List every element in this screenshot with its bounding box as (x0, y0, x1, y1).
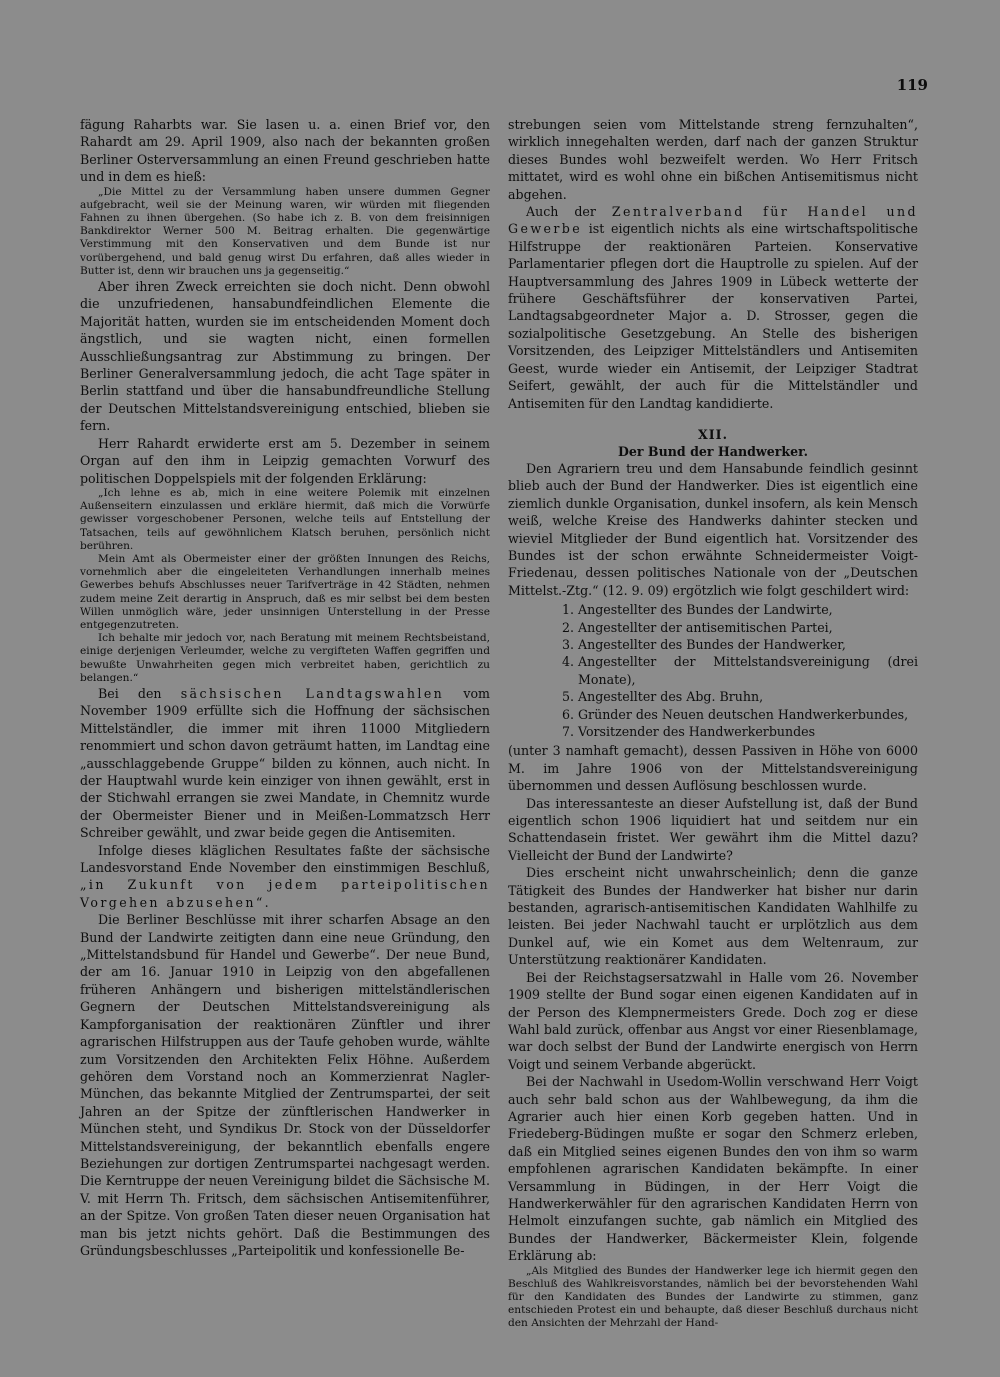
list-number: 2. (561, 619, 574, 635)
paragraph: Bei der Reichstagsersatzwahl in Halle vom 26. November 1909 stellte der Bund sogar einen eigenen Kandidaten auf in der Person des Klempnermeisters Grede. Doch zog er diese Wahl bald zurück, offenbar aus Angst vor einer Riesenblamage, war doch selbst der Bund der Landwirte energisch von Herrn Voigt und seinem Verbande abgerückt. (508, 969, 918, 1072)
list-text: Angestellter der antisemitischen Partei, (578, 619, 833, 635)
section-heading (508, 426, 918, 460)
paragraph: Aber ihren Zweck erreichten sie doch nicht. Denn obwohl die unzufriedenen, hansabundfeindlichen Elemente die Majorität hatten, wurden sie im entscheidenden Moment doch ängstlich, und sie wagten nicht, einen formellen Ausschließungsantrag zur Abstimmung zu bringen. Der Berliner Generalversammlung jedoch, die acht Tage später in Berlin stattfand und über die hansabundfreundliche Stellung der Deutschen Mittelstandsvereinigung entschied, blieben sie fern. (80, 279, 490, 434)
list-number: 6. (561, 706, 574, 722)
list-number: 1. (561, 602, 574, 618)
list-text: Vorsitzender des Handwerkerbundes (578, 724, 816, 739)
list-text: Gründer des Neuen deutschen Handwerkerbundes, (578, 706, 909, 722)
section-number: XII. (698, 426, 728, 442)
list-item (561, 619, 918, 636)
paragraph: Bei der Nachwahl in Usedom-Wollin verschwand Herr Voigt auch sehr bald schon aus der Wahlbewegung, da ihm die Agrarier auch hier einen Korb gegeben hatten. Und in Friedeberg-Büdingen mußte er sogar den Schmerz erleben, daß ein Mitglied seines eigenen Bundes den von ihm so warm empfohlenen agrarischen Kandidaten bekämpfte. In einer Versammlung in Büdingen, in der Herr Voigt die Handwerkerwähler für den agrarischen Kandidaten Herrn von Helmolt einzufangen suchte, gab nämlich ein Mitglied des Bundes der Handwerker, Bäckermeister Klein, folgende Erklärung ab: (508, 1074, 918, 1264)
text-run: Auch der (526, 204, 612, 220)
list-number: 3. (561, 636, 574, 652)
quote: Mein Amt als Obermeister einer der größten Innungen des Reichs, vornehmlich aber die eingeleiteten Verhandlungen innerhalb meines Gewerbes behufs Abschlusses neuer Tarifverträge in 42 Städten, nehmen zudem meine Zeit derartig in Anspruch, daß es mir selbst bei dem besten Willen unmöglich wäre, jeder unsinnigen Unterstellung in der Presse entgegenzutreten. (80, 552, 490, 631)
list-text: Angestellter der Mittelstandsvereinigung (drei Monate), (578, 654, 918, 687)
paragraph: Das interessanteste an dieser Aufstellung ist, daß der Bund eigentlich schon 1906 liquidiert hat und seitdem nur ein Schattendasein fristet. Wer gewährt ihm die Mittel dazu? Vielleicht der Bund der Landwirte? (508, 795, 918, 863)
right-column (508, 116, 918, 1331)
list-text: Angestellter des Bundes der Landwirte, (578, 602, 833, 618)
paragraph: Dies erscheint nicht unwahrscheinlich; denn die ganze Tätigkeit des Bundes der Handwerker hat bisher nur darin bestanden, agrarisch-antisemitischen Kandidaten Wahlhilfe zu leisten. Bei jeder Nachwahl taucht er urplötzlich aus dem Dunkel auf, wie ein Komet aus dem Weltenraum, zur Unterstützung reaktionärer Kandidaten. (508, 865, 918, 968)
text-run: vom November 1909 erfüllte sich die Hoffnung der sächsischen Mittelständler, die immer mit ihren 11000 Mitgliedern renommiert und schon davon geträumt hatten, im Landtag eine „ausschlaggebende Gruppe“ bilden zu können, auch nicht. In der Hauptwahl wurde kein einziger von ihnen gewählt, erst in der Stichwahl errangen sie zwei Mandate, in Chemnitz wurde der Obermeister Biener und in Meißen-Lommatzsch Herr Schreiber gewählt, und zwar beide gegen die Antisemiten. (80, 685, 490, 841)
quote: „Die Mittel zu der Versammlung haben unsere dummen Gegner aufgebracht, weil sie der Meinung waren, wir würden mit fliegenden Fahnen zu ihnen übergehen. (So habe ich z. B. von dem freisinnigen Bankdirektor Werner 500 M. Beitrag erhalten. Die gegenwärtige Verstimmung mit den Konservativen und dem Bunde ist nur vorübergehend, und bald genug wirst Du erfahren, daß alles wieder in Butter ist, denn wir brauchen uns ja gegenseitig.“ (80, 185, 490, 277)
quote: „Ich lehne es ab, mich in eine weitere Polemik mit einzelnen Außenseitern einzulassen und erkläre hiermit, daß mich die Vorwürfe gewisser vorgeschobener Personen, welche teils auf Entstellung der Tatsachen, teils auf gewöhnlichem Klatsch beruhen, persönlich nicht berühren. (80, 486, 490, 552)
paragraph (80, 842, 490, 912)
paragraph: (unter 3 namhaft gemacht), dessen Passiven in Höhe von 6000 M. im Jahre 1906 von der Mittelstandsvereinigung übernommen und dessen Auflösung beschlossen wurde. (508, 743, 918, 794)
paragraph: Herr Rahardt erwiderte erst am 5. Dezember in seinem Organ auf den ihm in Leipzig gemachten Vorwurf des politischen Doppelspiels mit der folgenden Erklärung: (80, 435, 490, 486)
list-number: 7. (561, 724, 574, 739)
list-text: Angestellter des Bundes der Handwerker, (578, 636, 846, 652)
list-item (561, 723, 918, 740)
paragraph: fägung Raharbts war. Sie lasen u. a. einen Brief vor, den Rahardt am 29. April 1909, also nach der bekannten großen Berliner Osterversammlung an einen Freund geschrieben hatte und in dem es hieß: (80, 117, 490, 185)
list-number: 5. (561, 689, 574, 705)
list-item (561, 706, 918, 723)
spaced-text: sächsischen Landtagswahlen (180, 685, 445, 701)
list-item (561, 653, 918, 688)
page-number: 119 (896, 76, 928, 94)
text-run: Bei den (98, 685, 181, 701)
text-run: ist eigentlich nichts als eine wirtschaftspolitische Hilfstruppe der reaktionären Parteien. Konservative Parlamentarier pflegen dort die Hauptrolle zu spielen. Auf der Hauptversammlung des Jahres 1909 in Lübeck wetterte der frühere Geschäftsführer der konservativen Partei, Landtagsabgeordneter Major a. D. Strosser, gegen die sozialpolitische Gesetzgebung. An Stelle des bisherigen Vorsitzenden, des Leipziger Mittelständlers und Antisemiten Geest, wurde wieder ein Antisemit, der Leipziger Stadtrat Seifert, gewählt, der auch für die Mittelständler und Antisemiten für den Landtag kandidierte. (508, 221, 918, 411)
left-column (80, 116, 490, 1259)
section-title: Der Bund der Handwerker. (617, 443, 809, 459)
list-item (561, 601, 918, 618)
quote: Ich behalte mir jedoch vor, nach Beratung mit meinem Rechtsbeistand, einige derjenigen Verleumder, welche zu vergifteten Waffen gegriffen und bewußte Unwahrheiten gegen mich verbreitet haben, gerichtlich zu belangen.“ (80, 632, 490, 684)
list-item (561, 688, 918, 705)
paragraph: Den Agrariern treu und dem Hansabunde feindlich gesinnt blieb auch der Bund der Handwerker. Dies ist eigentlich eine ziemlich dunkle Organisation, dunkel insofern, als kein Mensch weiß, welche Kreise des Handwerks dahinter stecken und wieviel Mitglieder der Bund eigentlich hat. Vorsitzender des Bundes ist der schon erwähnte Schneidermeister Voigt-Friedenau, dessen politisches Nationale von der „Deutschen Mittelst.-Ztg.“ (12. 9. 09) ergötzlich wie folgt geschildert wird: (508, 460, 918, 598)
list-item (561, 636, 918, 653)
paragraph: strebungen seien vom Mittelstande streng fernzuhalten“, wirklich innegehalten werden, darf nach der ganzen Struktur dieses Bundes wohl bezweifelt werden. Wo Herr Fritsch mittatet, wird es wohl ohne ein bißchen Antisemitismus nicht abgehen. (508, 117, 918, 202)
paragraph (508, 203, 918, 412)
spaced-text: „in Zukunft von jedem parteipolitischen Vorgehen abzusehen“. (80, 877, 490, 910)
numbered-list (508, 601, 918, 740)
spaced-text: Zentralverband für Handel und Gewerbe (508, 204, 918, 237)
list-number: 4. (561, 654, 574, 670)
text-run: Infolge dieses kläglichen Resultates faßte der sächsische Landesvorstand Ende November den einstimmigen Beschluß, (80, 842, 490, 876)
paragraph (80, 685, 490, 842)
paragraph: Die Berliner Beschlüsse mit ihrer scharfen Absage an den Bund der Landwirte zeitigten dann eine neue Gründung, den „Mittelstandsbund für Handel und Gewerbe“. Der neue Bund, der am 16. Januar 1910 in Leipzig von den abgefallenen früheren Anhängern und bisherigen mittelständlerischen Gegnern der Deutschen Mittelstandsvereinigung als Kampforganisation der reaktionären Zünftler und ihrer agrarischen Hilfstruppen aus der Taufe gehoben wurde, wählte zum Vorsitzenden den Architekten Felix Höhne. Außerdem gehören dem Vorstand noch an Kommerzienrat Nagler-München, das bekannte Mitglied der Zentrumspartei, der seit Jahren an der Spitze der zünftlerischen Handwerker in München steht, und Syndikus Dr. Stock von der Düsseldorfer Mittelstandsvereinigung, der bekanntlich ebenfalls engere Beziehungen zur dortigen Zentrumspartei nachgesagt werden. Die Kerntruppe der neuen Vereinigung bildet die Sächsische M. V. mit Herrn Th. Fritsch, dem sächsischen Antisemitenführer, an der Spitze. Von großen Taten dieser neuen Organisation hat man bis jetzt nichts gehört. Daß die Bestimmungen des Gründungsbeschlusses „Parteipolitik und konfessionelle Be- (80, 912, 490, 1258)
quote: „Als Mitglied des Bundes der Handwerker lege ich hiermit gegen den Beschluß des Wahlkreisvorstandes, nämlich bei der bevorstehenden Wahl für den Kandidaten des Bundes der Landwirte zu stimmen, ganz entschieden Protest ein und behaupte, daß dieser Beschluß durchaus nicht den Ansichten der Mehrzahl der Hand- (508, 1264, 918, 1330)
list-text: Angestellter des Abg. Bruhn, (578, 689, 764, 705)
